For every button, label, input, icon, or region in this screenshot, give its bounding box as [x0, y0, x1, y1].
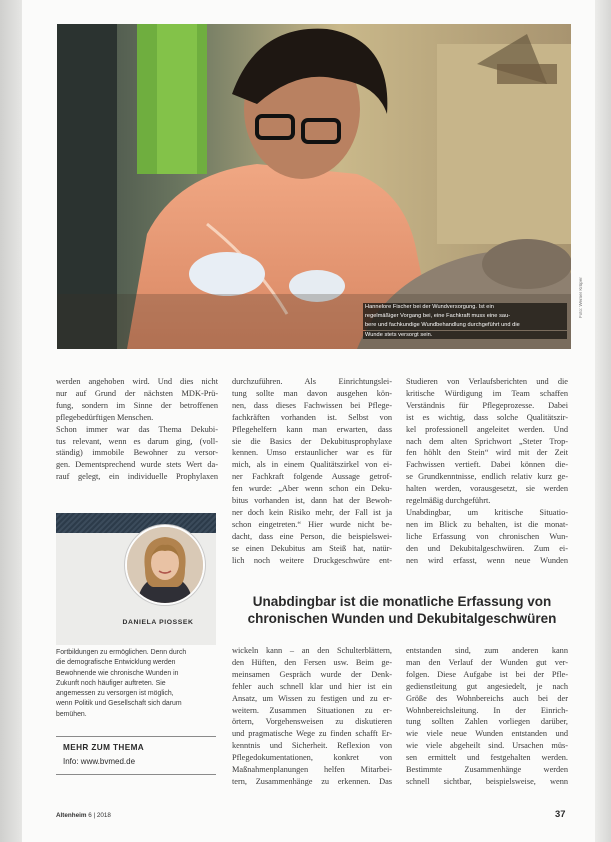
text-line: fen höhlt den Stein“ wird mit der Zeit: [406, 448, 568, 458]
quote-line: angemessen zu versorgen ist möglich,: [56, 690, 174, 698]
photo-credit: Foto: Werner Krüper: [578, 277, 583, 318]
headline-line: Unabdingbar ist die monatliche Erfassung von: [252, 594, 552, 609]
quote-line: die demografische Entwicklung werden: [56, 659, 176, 667]
text-line: tung sollte man davon ausgehen kön-: [232, 388, 392, 398]
text-line: fehler auch schnell klar und hier ist ein: [232, 681, 392, 691]
body-column-3-lower: [406, 645, 568, 788]
text-line: Fachwissen vertieft. Dabei können die-: [406, 460, 568, 470]
text-line: rauf gelegt, ein individuelle Prophylaxen: [56, 472, 218, 482]
text-line: Schon immer war das Thema Dekubi-: [56, 424, 218, 434]
text-line: entstanden sind, zum anderen kann: [406, 646, 568, 655]
text-line: se Grundkenntnisse, endlich relativ kurz ge-: [406, 472, 568, 482]
text-line: sie die Basics der Dekubitusprophylaxe: [232, 436, 392, 446]
magazine-name: Altenheim: [56, 812, 87, 819]
text-line: man den Verlauf der Wunden gut ver-: [406, 657, 568, 667]
text-line: ständig) immobile Bewohner zu versor-: [56, 448, 218, 458]
paper-edge-left: [0, 0, 22, 842]
text-line: Wohnbereichsleitung. In der Einrich-: [406, 705, 568, 715]
text-line: liche Erfassung von chronischen Wun-: [406, 531, 568, 541]
text-line: gedienstleitung gut angesiedelt, je nach: [406, 681, 568, 691]
text-line: nen wird erfasst, wenn neue Wunden: [406, 555, 568, 565]
text-line: folgen. Diese Aufgabe ist bei der Pfle-: [406, 669, 568, 679]
text-line: Bestimmte Zusammenhänge werden: [406, 765, 568, 775]
divider: [56, 736, 216, 737]
text-line: gen. Dementsprechend wurde stets Wert da-: [56, 460, 218, 470]
text-line: ner Fachkraft folgende Aussage getrof-: [232, 472, 392, 482]
caption-line: Wunde stets versorgt sein.: [363, 331, 567, 340]
body-column-1: [56, 376, 218, 483]
text-line: und pragmatische Wege zu finden schafft Er-: [232, 729, 392, 739]
quote-line: Bewohnende wie chronische Wunden in: [56, 669, 179, 677]
body-column-3: [406, 376, 568, 567]
text-line: örtern, Vorgehensweisen zu diskutieren: [232, 717, 392, 727]
issue-number: 6 | 2018: [88, 812, 111, 819]
text-line: meinsamen Gespräch wurde der Denk-: [232, 669, 392, 679]
caption-line: bere und fachkundige Wundbehandlung durchgeführt und die: [363, 321, 567, 330]
text-line: fung, sondern im Sinne der betroffenen: [56, 400, 218, 410]
quote-line: wenn Politik und Gesellschaft sich darum: [56, 700, 182, 708]
text-line: lich noch weitere Druckgeschwüre ent-: [232, 555, 392, 565]
text-line: nen im Blick zu behalten, ist die monat-: [406, 519, 568, 529]
text-line: schnell sichtbar, beispielsweise, wenn: [406, 776, 568, 786]
text-line: wickeln kann – an den Schulterblättern,: [232, 646, 392, 655]
text-line: pflegebedürftigen Menschen.: [56, 412, 154, 422]
headline-line: chronischen Wunden und Dekubitalgeschwüren: [247, 610, 557, 626]
text-line: wie viele abgeheilt sind. Ursachen müs-: [406, 741, 568, 751]
text-line: den Hüften, den Fersen usw. Beim ge-: [232, 657, 392, 667]
footer-magazine: [56, 812, 111, 819]
text-line: Pflegedokumentationen, konkret von: [232, 753, 392, 763]
text-line: Verständnis für Pflegeprozesse. Dabei: [406, 400, 568, 410]
text-line: kritische Würdigung im Team schaffen: [406, 388, 568, 398]
divider: [56, 774, 216, 775]
caption-line: regelmäßiger Vorgang bei, eine Fachkraft muss eine sau-: [363, 312, 567, 321]
text-line: Größe des Wohnbereichs auch bei der: [406, 693, 568, 703]
article-photo: [57, 24, 571, 349]
quote-line: Fortbildungen zu ermöglichen. Denn durch: [56, 649, 187, 656]
text-line: fen wurde: „Aber wenn schon ein Deku-: [232, 484, 392, 494]
text-line: kennen. Umso erstaunlicher war es für: [232, 448, 392, 458]
text-line: kel professionell angeleitet werden. Und: [406, 424, 568, 434]
text-line: kenntnis und Sicherheit. Reflexion von: [232, 741, 392, 751]
quote-line: Zukunft noch häufiger auftreten. Sie: [56, 679, 166, 687]
text-line: weitern. Zusammen Situationen zu er-: [232, 705, 392, 715]
section-headline: [232, 594, 572, 627]
text-line: den und Dekubitalgeschwüren. Zum ei-: [406, 543, 568, 553]
text-line: dacht, dass eine Person, die beispielswei-: [232, 531, 392, 541]
text-line: durchzuführen. Als Einrichtungslei-: [232, 377, 392, 386]
photo-caption: [363, 303, 567, 340]
caption-line: Hannelore Fischer bei der Wundversorgung. Ist ein: [363, 303, 567, 312]
text-line: halten werden, vorausgesetzt, sie werden: [406, 484, 568, 494]
text-line: werden angehoben wird. Und dies nicht: [56, 377, 218, 386]
text-line: ist es wichtig, dass solche Qualitätszir-: [406, 412, 568, 422]
text-line: Studieren von Verlaufsberichten und die: [406, 377, 568, 386]
author-avatar: [125, 525, 205, 605]
text-line: Pflegehelfern kann man erwarten, dass: [232, 424, 392, 434]
text-line: nen, dass dieses Fachwissen bei Pflege-: [232, 400, 392, 410]
body-column-2: [232, 376, 392, 567]
author-portrait: [127, 527, 203, 603]
text-line: mich, als in einem Qualitätszirkel von ei-: [232, 460, 392, 470]
text-line: Ansatz, um Wissen zu festigen und zu er-: [232, 693, 392, 703]
text-line: nach dem alten Sprichwort „Steter Trop-: [406, 436, 568, 446]
text-line: schon eingetreten.“ Hier wurde nicht be-: [232, 519, 392, 529]
text-line: sen ermittelt und festgehalten werden.: [406, 753, 568, 763]
text-line: bitus vorhanden ist, dann hat der Bewoh-: [232, 496, 392, 506]
text-line: tus relevant, wenn es darum ging, (voll-: [56, 436, 218, 446]
text-line: Maßnahmenplanungen helfen Mitarbei-: [232, 765, 392, 775]
quote-line: bemühen.: [56, 710, 87, 718]
text-line: se einen Dekubitus am Steiß hat, natür-: [232, 543, 392, 553]
author-name: DANIELA PIOSSEK: [122, 619, 194, 626]
photo-illustration: [57, 24, 571, 349]
text-line: ner doch kein Risiko mehr, der Fall ist ja: [232, 507, 392, 517]
text-line: fachkräften vorhanden ist. Selbst von: [232, 412, 392, 422]
author-box-header-bar: [56, 513, 216, 533]
more-topic-heading: MEHR ZUM THEMA: [63, 743, 145, 752]
text-line: wie viele neue Wunden entstanden und: [406, 729, 568, 739]
author-quote: [56, 648, 218, 720]
text-line: tern, Zusammenhänge zu erkennen. Das: [232, 776, 392, 786]
text-line: Unabdingbar, um kritische Situatio-: [406, 507, 568, 517]
paper-edge-right: [595, 0, 611, 842]
body-column-2-lower: [232, 645, 392, 788]
page-number: 37: [555, 808, 566, 819]
text-line: nur auf Grund der nächsten MDK-Prü-: [56, 388, 218, 398]
more-topic-link[interactable]: Info: www.bvmed.de: [63, 757, 136, 766]
text-line: regelmäßig durchgeführt.: [406, 496, 491, 506]
text-line: tung sollten Zahlen vorliegen darüber,: [406, 717, 568, 727]
